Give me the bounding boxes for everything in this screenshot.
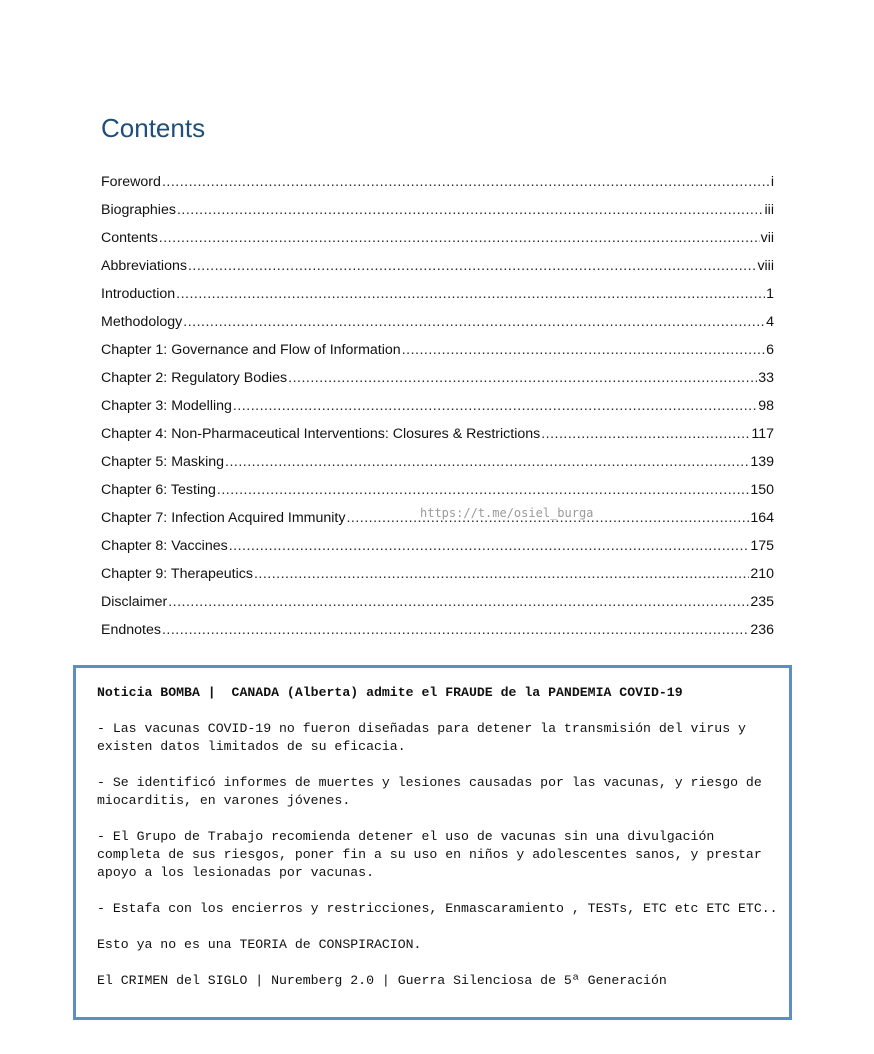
notice-box	[73, 665, 792, 1020]
toc-entry	[101, 258, 774, 286]
toc-entry-label: Endnotes	[101, 622, 161, 638]
toc-entry	[101, 594, 774, 622]
toc-leader-dots	[254, 566, 749, 582]
toc-leader-dots	[288, 370, 757, 386]
toc-entry-page: iii	[764, 202, 774, 218]
toc-entry	[101, 342, 774, 370]
toc-entry-label: Chapter 1: Governance and Flow of Information	[101, 342, 401, 358]
toc-entry-page: 139	[750, 454, 774, 470]
toc-entry-page: 98	[758, 398, 774, 414]
toc-entry-label: Chapter 5: Masking	[101, 454, 225, 470]
toc-leader-dots	[176, 286, 765, 302]
toc-leader-dots	[402, 342, 765, 358]
toc-entry	[101, 370, 774, 398]
toc-entry	[101, 622, 774, 650]
notice-headline: Noticia BOMBA | CANADA (Alberta) admite el FRAUDE de la PANDEMIA COVID-19	[97, 685, 683, 700]
notice-paragraph: - El Grupo de Trabajo recomienda detener el uso de vacunas sin una divulgación completa de sus riesgos, poner fin a su uso en niños y adolescentes sanos, y prestar apoyo a los lesionadas por vacunas.	[97, 829, 770, 880]
toc-entry	[101, 454, 774, 482]
contents-title: Contents	[101, 113, 206, 143]
toc-entry-label: Introduction	[101, 286, 176, 302]
toc-leader-dots	[233, 398, 757, 414]
toc-entry-page: 164	[750, 510, 774, 526]
notice-paragraph: - Estafa con los encierros y restricciones, Enmascaramiento , TESTs, ETC etc ETC ETC..	[97, 901, 778, 916]
notice-paragraph: El CRIMEN del SIGLO | Nuremberg 2.0 | Guerra Silenciosa de 5ª Generación	[97, 973, 667, 988]
toc-leader-dots	[183, 314, 765, 330]
toc-entry-page: 236	[750, 622, 774, 638]
toc-leader-dots	[177, 202, 764, 218]
toc-leader-dots	[162, 174, 770, 190]
toc-leader-dots	[229, 538, 750, 554]
notice-paragraph: - Se identificó informes de muertes y lesiones causadas por las vacunas, y riesgo de miocarditis, en varones jóvenes.	[97, 775, 770, 808]
toc-leader-dots	[159, 230, 760, 246]
toc-entry-label: Chapter 7: Infection Acquired Immunity	[101, 510, 346, 526]
toc-entry-page: 117	[751, 426, 774, 442]
notice-paragraph: - Las vacunas COVID-19 no fueron diseñadas para detener la transmisión del virus y existen datos limitados de su eficacia.	[97, 721, 754, 754]
watermark-link: https://t.me/osiel_burga	[420, 506, 594, 520]
toc-entry	[101, 230, 774, 258]
toc-entry-page: i	[770, 174, 774, 190]
toc-entry-label: Abbreviations	[101, 258, 187, 274]
toc-entry-page: 4	[766, 314, 774, 330]
toc-entry	[101, 538, 774, 566]
toc-leader-dots	[162, 622, 749, 638]
toc-entry-label: Disclaimer	[101, 594, 168, 610]
toc-entry-page: 210	[750, 566, 774, 582]
toc-entry-page: viii	[757, 258, 774, 274]
toc-leader-dots	[225, 454, 749, 470]
toc-entry-label: Methodology	[101, 314, 183, 330]
table-of-contents	[101, 174, 774, 650]
toc-entry-label: Chapter 4: Non-Pharmaceutical Interventions: Closures & Restrictions	[101, 426, 541, 442]
toc-entry-label: Chapter 2: Regulatory Bodies	[101, 370, 288, 386]
toc-entry-page: vii	[760, 230, 774, 246]
toc-leader-dots	[168, 594, 749, 610]
toc-entry	[101, 286, 774, 314]
toc-entry-page: 33	[758, 370, 774, 386]
notice-paragraph: Esto ya no es una TEORIA de CONSPIRACION.	[97, 937, 422, 952]
toc-entry-label: Chapter 8: Vaccines	[101, 538, 228, 554]
toc-entry-label: Contents	[101, 230, 158, 246]
toc-entry-label: Chapter 9: Therapeutics	[101, 566, 253, 582]
toc-entry	[101, 174, 774, 202]
toc-entry	[101, 426, 774, 454]
toc-entry	[101, 314, 774, 342]
toc-entry-label: Biographies	[101, 202, 176, 218]
toc-entry	[101, 202, 774, 230]
toc-entry	[101, 398, 774, 426]
toc-entry-label: Chapter 6: Testing	[101, 482, 216, 498]
toc-entry	[101, 566, 774, 594]
toc-entry-page: 235	[750, 594, 774, 610]
toc-entry-page: 6	[766, 342, 774, 358]
toc-entry-label: Foreword	[101, 174, 161, 190]
toc-entry-page: 175	[750, 538, 774, 554]
toc-leader-dots	[188, 258, 756, 274]
toc-leader-dots	[541, 426, 750, 442]
toc-entry-label: Chapter 3: Modelling	[101, 398, 232, 414]
toc-leader-dots	[217, 482, 749, 498]
toc-entry-page: 150	[750, 482, 774, 498]
toc-entry-page: 1	[766, 286, 774, 302]
